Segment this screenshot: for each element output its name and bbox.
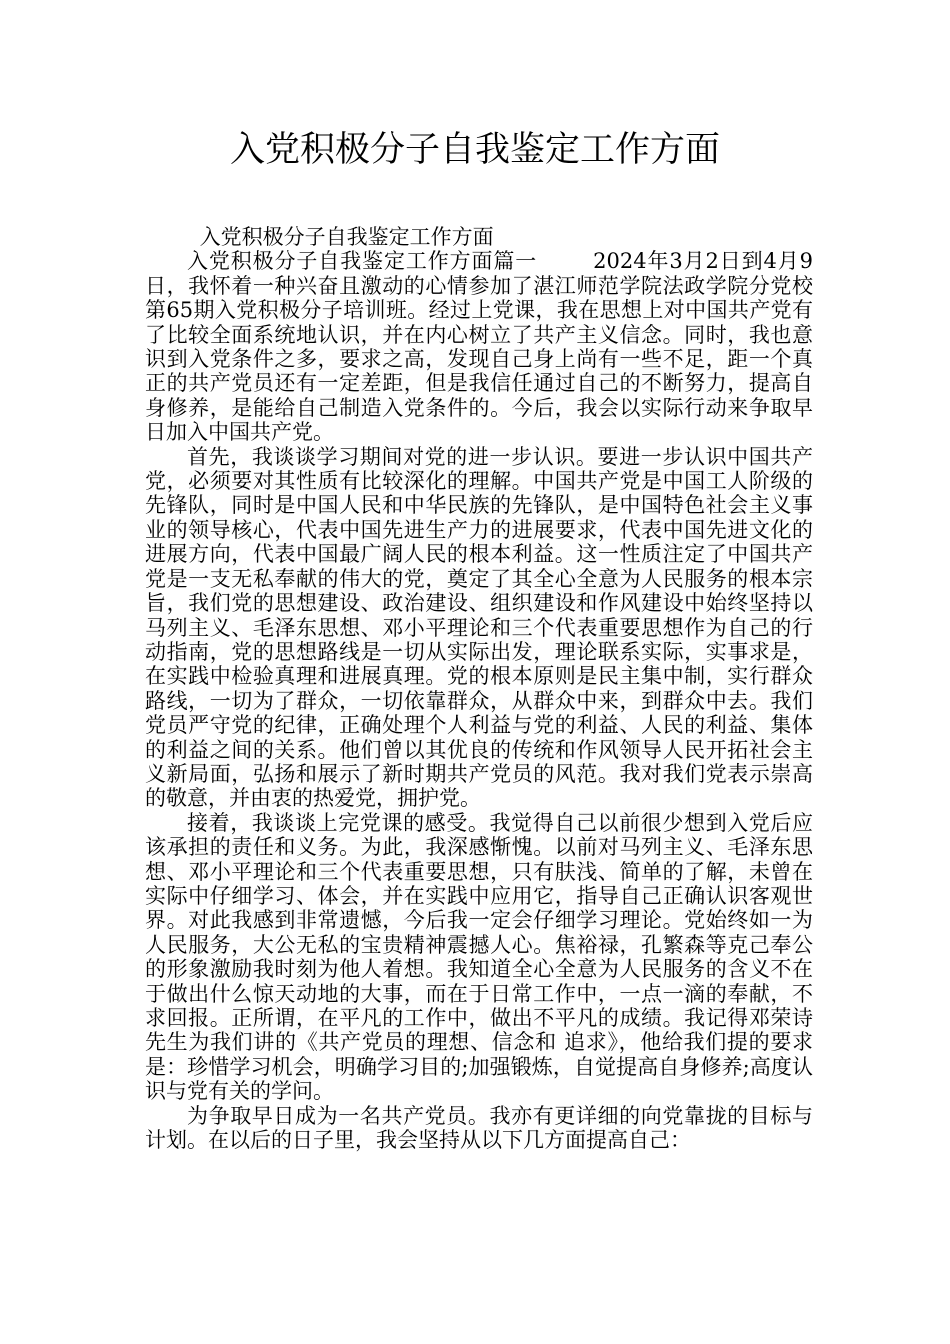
paragraph-1 — [145, 249, 813, 444]
paragraph-4: 为争取早日成为一名共产党员。我亦有更详细的向党靠拢的目标与计划。在以后的日子里，我会坚持从以下几方面提高自己： — [145, 1103, 813, 1153]
document-body — [145, 225, 813, 1152]
document-title: 入党积极分子自我鉴定工作方面 — [229, 130, 720, 170]
section-heading: 入党积极分子自我鉴定工作方面篇一 — [187, 249, 538, 274]
paragraph-3: 接着，我谈谈上完党课的感受。我觉得自己以前很少想到入党后应该承担的责任和义务。为此，我深感惭愧。以前对马列主义、毛泽东思想、邓小平理论和三个代表重要思想，只有肤浅、简单的了解，未曾在实际中仔细学习、体会，并在实践中应用它，指导自己正确认识客观世界。对此我感到非常遗憾，今后我一定会仔细学习理论。党始终如一为人民服务，大公无私的宝贵精神震撼人心。焦裕禄，孔繁森等克己奉公的形象激励我时刻为他人着想。我知道全心全意为人民服务的含义不在于做出什么惊天动地的大事，而在于日常工作中，一点一滴的奉献，不求回报。正所谓，在平凡的工作中，做出不平凡的成绩。我记得邓荣诗先生为我们讲的《共产党员的理想、信念和 追求》，他给我们提的要求是：珍惜学习机会，明确学习目的;加强锻炼，自觉提高自身修养;高度认识与党有关的学问。 — [145, 810, 813, 1104]
document-subtitle: 入党积极分子自我鉴定工作方面 — [199, 225, 494, 249]
paragraph-2: 首先，我谈谈学习期间对党的进一步认识。要进一步认识中国共产党，必须要对其性质有比较深化的理解。中国共产党是中国工人阶级的先锋队，同时是中国人民和中华民族的先锋队，是中国特色社会主义事业的领导核心，代表中国先进生产力的进展要求，代表中国先进文化的进展方向，代表中国最广阔人民的根本利益。这一性质注定了中国共产党是一支无私奉献的伟大的党，奠定了其全心全意为人民服务的根本宗旨，我们党的思想建设、政治建设、组织建设和作风建设中始终坚持以马列主义、毛泽东思想、邓小平理论和三个代表重要思想作为自己的行动指南，党的思想路线是一切从实际出发，理论联系实际，实事求是，在实践中检验真理和进展真理。党的根本原则是民主集中制，实行群众路线，一切为了群众，一切依靠群众，从群众中来，到群众中去。我们党员严守党的纪律，正确处理个人利益与党的利益、人民的利益、集体的利益之间的关系。他们曾以其优良的传统和作风领导人民开拓社会主义新局面，弘扬和展示了新时期共产党员的风范。我对我们党表示崇高的敬意，并由衷的热爱党，拥护党。 — [145, 444, 813, 811]
paragraph-1-text: 2024年3月2日到4月9日，我怀着一种兴奋且激动的心情参加了湛江师范学院法政学院分党校第65期入党积极分子培训班。经过上党课，我在思想上对中国共产党有了比较全面系统地认识，并在内心树立了共产主义信念。同时，我也意识到入党条件之多，要求之高，发现自己身上尚有一些不足，距一个真正的共产党员还有一定差距，但是我信任通过自己的不断努力，提高自身修养，是能给自己制造入党条件的。今后，我会以实际行动来争取早日加入中国共产党。 — [145, 249, 814, 445]
